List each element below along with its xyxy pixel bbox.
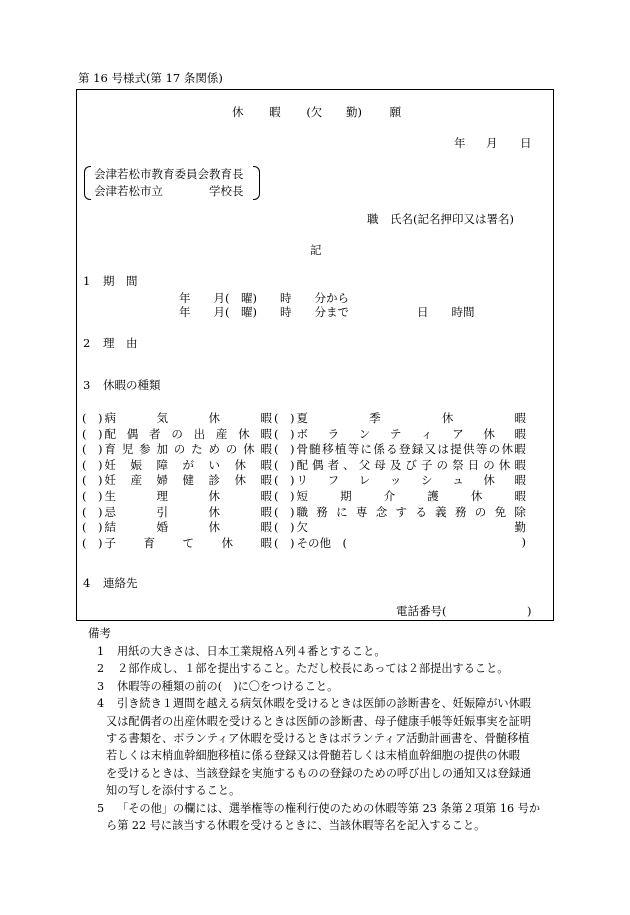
leave-type-checkbox[interactable]: ( )	[82, 504, 103, 519]
date-day: 日	[520, 136, 532, 150]
section-contact-num: 4	[83, 576, 91, 590]
section-types-num: 3	[83, 378, 91, 392]
addressee-line: 会津若松市教育委員会教育長	[94, 167, 244, 181]
leave-type-row	[82, 535, 526, 551]
leave-type-label: 結 婚 休 暇	[104, 520, 272, 535]
note-text: 「その他」の欄には、選挙権等の権利行使のための休暇等第 23 条第２項第 16 号か	[117, 801, 541, 815]
period-days: 日 時間	[417, 305, 475, 319]
title-char: 休	[232, 105, 244, 119]
leave-type-label: 欠 勤	[296, 520, 526, 535]
leave-type-checkbox[interactable]: ( )	[274, 535, 295, 550]
section-reason-num: 2	[83, 336, 91, 350]
note-text: を受けるときは、当該登録を実施するものの登録のための呼び出しの通知又は登録通	[106, 766, 532, 780]
leave-type-label: 骨 髄 移 植 等 に 係 る 登 録 又 は 提 供 等 の 休 暇	[296, 442, 526, 457]
leave-type-checkbox[interactable]: ( )	[82, 520, 103, 535]
leave-type-row	[82, 410, 526, 426]
note-text: ら第 22 号に該当する休暇を受けるときに、当該休暇等名を記入すること。	[106, 819, 486, 832]
phone-field: 電話番号( )	[396, 604, 532, 618]
leave-type-row	[82, 504, 526, 520]
note-text: ２部作成し、１部を提出すること。ただし校長にあっては２部提出すること。	[117, 662, 509, 676]
note-text: 休暇等の種類の前の( )に〇をつけること。	[117, 679, 339, 693]
name-line: 職 氏名(記名押印又は署名)	[367, 212, 514, 226]
leave-type-checkbox[interactable]: ( )	[274, 504, 295, 519]
leave-type-checkbox[interactable]: ( )	[82, 535, 103, 550]
note-text: 又は配偶者の出産休暇を受けるときは医師の診断書、母子健康手帳等妊娠事実を証明	[106, 714, 532, 728]
leave-type-checkbox[interactable]: ( )	[274, 426, 295, 441]
leave-type-checkbox[interactable]: ( )	[82, 426, 103, 441]
section-period-num: 1	[83, 274, 91, 288]
title-char: 暇	[269, 105, 281, 119]
leave-type-checkbox[interactable]: ( )	[274, 411, 295, 425]
leave-type-label: 短 期 介 護 休 暇	[296, 489, 526, 503]
title-char: 願	[389, 105, 402, 119]
leave-type-label: リ フ レ ッ シ ュ 休 暇	[296, 473, 526, 488]
note-text: 引き続き１週間を越える病気休暇を受けるときは医師の診断書を、妊娠障がい休暇	[117, 697, 531, 711]
note-number: 2	[97, 662, 105, 676]
date-year: 年	[454, 136, 466, 150]
form-title	[232, 107, 401, 119]
note-number: 5	[97, 801, 105, 815]
leave-type-label: 育 児 参 加 の た め の 休 暇	[104, 442, 272, 457]
addressee-line: 会津若松市立 学校長	[94, 184, 244, 198]
leave-type-checkbox[interactable]: ( )	[82, 411, 103, 425]
leave-type-row	[82, 457, 526, 473]
note-number: 1	[97, 645, 105, 658]
note-number: 4	[97, 697, 105, 711]
leave-type-label: その他 ( )	[296, 534, 526, 550]
leave-type-row	[82, 472, 526, 488]
leave-type-label: 妊 娠 障 が い 休 暇	[104, 457, 272, 472]
leave-type-checkbox[interactable]: ( )	[274, 442, 295, 457]
section-reason-label: 理 由	[103, 336, 138, 350]
note-number: 3	[97, 679, 105, 693]
leave-type-checkbox[interactable]: ( )	[274, 473, 295, 488]
date-month: 月	[486, 136, 498, 150]
leave-type-checkbox[interactable]: ( )	[82, 457, 103, 472]
leave-type-checkbox[interactable]: ( )	[82, 473, 103, 488]
leave-type-label: 配 偶 者 、 父 母 及 び 子 の 祭 日 の 休 暇	[296, 457, 526, 472]
form-number: 第 16 号様式(第 17 条関係)	[78, 71, 223, 85]
section-contact-label: 連絡先	[103, 576, 138, 590]
leave-type-row	[82, 519, 526, 535]
leave-type-label: 夏 季 休 暇	[296, 411, 526, 425]
leave-type-checkbox[interactable]: ( )	[274, 457, 295, 472]
leave-type-label: 忌 引 休 暇	[104, 504, 272, 519]
note-text: 知の写しを添付すること。	[106, 784, 241, 798]
notes-title: 備考	[88, 626, 111, 640]
note-text: する書類を、ボランティア休暇を受けるときはボランティア活動計画書を、骨髄移植	[106, 732, 530, 745]
section-period-label: 期 間	[103, 274, 138, 288]
note-text: 若しくは末梢血幹細胞移植に係る登録又は骨髄若しくは末梢血幹細胞の提供の休暇	[106, 749, 520, 763]
leave-type-row	[82, 441, 526, 457]
leave-type-checkbox[interactable]: ( )	[82, 442, 103, 457]
leave-type-checkbox[interactable]: ( )	[82, 489, 103, 503]
ki-mark: 記	[310, 243, 322, 257]
leave-type-row	[82, 426, 526, 442]
section-types-label: 休暇の種類	[103, 378, 161, 392]
leave-type-label: 職 務 に 専 念 す る 義 務 の 免 除	[296, 504, 526, 519]
period-to: 年 月( 曜) 時 分まで	[179, 305, 349, 319]
leave-type-checkbox[interactable]: ( )	[274, 489, 295, 503]
leave-type-label: ボ ラ ン テ ィ ア 休 暇	[296, 426, 526, 441]
leave-type-checkbox[interactable]: ( )	[274, 520, 295, 535]
title-char: 勤)	[345, 105, 362, 119]
leave-type-label: 生 理 休 暇	[104, 489, 272, 503]
note-text: 用紙の大きさは、日本工業規格Ａ列４番とすること。	[117, 645, 386, 658]
leave-type-label: 妊 産 婦 健 診 休 暇	[104, 473, 272, 488]
leave-type-label: 子 育 て 休 暇	[104, 535, 272, 550]
leave-type-label: 病 気 休 暇	[104, 411, 272, 425]
period-from: 年 月( 曜) 時 分から	[179, 291, 349, 305]
leave-type-label: 配 偶 者 の 出 産 休 暇	[104, 426, 272, 441]
title-char: (欠	[306, 105, 323, 119]
leave-type-row	[82, 488, 526, 504]
